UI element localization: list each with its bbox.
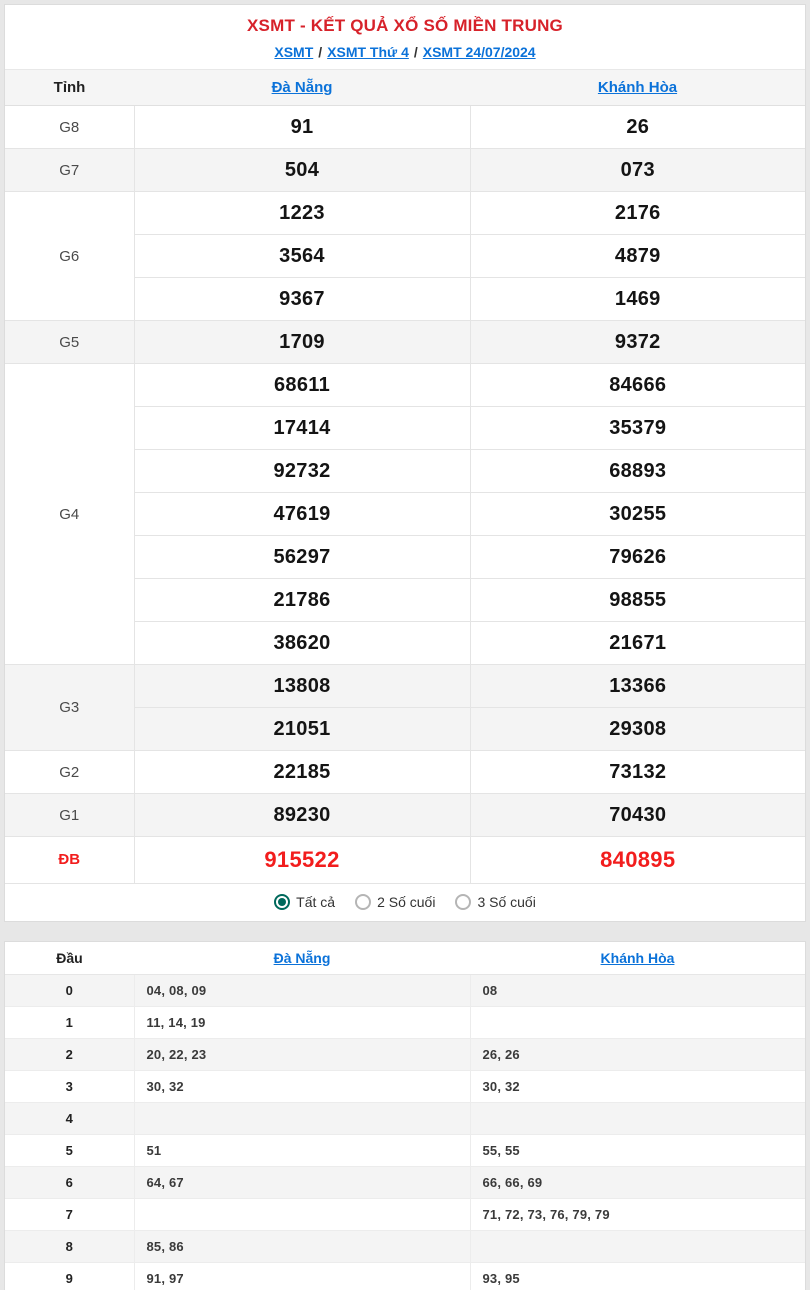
da-nang-value: 47619 xyxy=(134,493,470,536)
da-nang-value: 9367 xyxy=(134,278,470,321)
radio-icon[interactable] xyxy=(274,894,290,910)
da-nang-value: 92732 xyxy=(134,450,470,493)
filter-option-tất-cả[interactable] xyxy=(274,894,335,910)
column-header-province: Tỉnh xyxy=(5,70,134,106)
dau-digit: 3 xyxy=(5,1071,134,1103)
radio-label: 2 Số cuối xyxy=(377,894,436,910)
results-table xyxy=(5,69,805,883)
prize-label: G8 xyxy=(5,106,134,149)
dau-digit: 2 xyxy=(5,1039,134,1071)
prize-label: G5 xyxy=(5,321,134,364)
khanh-hoa-value: 98855 xyxy=(470,579,805,622)
khanh-hoa-endings: 93, 95 xyxy=(470,1263,805,1290)
prize-label: G6 xyxy=(5,192,134,321)
khanh-hoa-value: 13366 xyxy=(470,665,805,708)
dau-row-4 xyxy=(5,1103,805,1135)
khanh-hoa-value: 35379 xyxy=(470,407,805,450)
results-header-row xyxy=(5,70,805,106)
dau-header-row xyxy=(5,942,805,975)
dau-row-1 xyxy=(5,1007,805,1039)
da-nang-endings: 85, 86 xyxy=(134,1231,470,1263)
da-nang-endings: 91, 97 xyxy=(134,1263,470,1290)
dau-digit: 5 xyxy=(5,1135,134,1167)
breadcrumb-separator: / xyxy=(318,44,323,60)
da-nang-value: 504 xyxy=(134,149,470,192)
khanh-hoa-endings xyxy=(470,1231,805,1263)
da-nang-value: 1223 xyxy=(134,192,470,235)
prize-row-G2 xyxy=(5,751,805,794)
khanh-hoa-endings: 26, 26 xyxy=(470,1039,805,1071)
khanh-hoa-value: 9372 xyxy=(470,321,805,364)
breadcrumb xyxy=(5,44,805,60)
khanh-hoa-value: 073 xyxy=(470,149,805,192)
dau-row-5 xyxy=(5,1135,805,1167)
prize-label: G4 xyxy=(5,364,134,665)
dau-digit: 7 xyxy=(5,1199,134,1231)
khanh-hoa-value: 79626 xyxy=(470,536,805,579)
khanh-hoa-endings: 08 xyxy=(470,975,805,1007)
da-nang-value: 13808 xyxy=(134,665,470,708)
da-nang-endings: 11, 14, 19 xyxy=(134,1007,470,1039)
dau-row-9 xyxy=(5,1263,805,1290)
radio-icon[interactable] xyxy=(455,894,471,910)
dau-digit: 4 xyxy=(5,1103,134,1135)
da-nang-value: 68611 xyxy=(134,364,470,407)
da-nang-endings: 64, 67 xyxy=(134,1167,470,1199)
khanh-hoa-value: 68893 xyxy=(470,450,805,493)
khanh-hoa-value: 26 xyxy=(470,106,805,149)
da-nang-link[interactable]: Đà Nẵng xyxy=(271,79,333,96)
column-header-da-nang xyxy=(134,942,470,975)
da-nang-value: 1709 xyxy=(134,321,470,364)
column-header-khanh-hoa xyxy=(470,942,805,975)
khanh-hoa-link[interactable]: Khánh Hòa xyxy=(600,949,675,966)
dau-row-0 xyxy=(5,975,805,1007)
last-digits-filter xyxy=(5,883,805,921)
prize-row-G7 xyxy=(5,149,805,192)
da-nang-link[interactable]: Đà Nẵng xyxy=(273,949,331,966)
khanh-hoa-value: 30255 xyxy=(470,493,805,536)
khanh-hoa-value: 84666 xyxy=(470,364,805,407)
column-header-khanh-hoa xyxy=(470,70,805,106)
filter-option-2-số-cuối[interactable] xyxy=(355,894,435,910)
dau-row-3 xyxy=(5,1071,805,1103)
khanh-hoa-endings: 66, 66, 69 xyxy=(470,1167,805,1199)
prize-row-G4-1 xyxy=(5,364,805,407)
khanh-hoa-endings: 71, 72, 73, 76, 79, 79 xyxy=(470,1199,805,1231)
da-nang-value: 38620 xyxy=(134,622,470,665)
prize-row-G5 xyxy=(5,321,805,364)
khanh-hoa-link[interactable]: Khánh Hòa xyxy=(597,79,678,96)
da-nang-value: 21051 xyxy=(134,708,470,751)
dau-digit: 0 xyxy=(5,975,134,1007)
da-nang-endings: 30, 32 xyxy=(134,1071,470,1103)
khanh-hoa-value: 1469 xyxy=(470,278,805,321)
da-nang-endings xyxy=(134,1199,470,1231)
khanh-hoa-endings: 30, 32 xyxy=(470,1071,805,1103)
prize-row-ĐB xyxy=(5,837,805,883)
prize-label: G2 xyxy=(5,751,134,794)
prize-row-G1 xyxy=(5,794,805,837)
radio-label: 3 Số cuối xyxy=(477,894,536,910)
khanh-hoa-endings xyxy=(470,1103,805,1135)
page-title: XSMT - KẾT QUẢ XỔ SỐ MIỀN TRUNG xyxy=(247,16,563,35)
prize-row-G8 xyxy=(5,106,805,149)
head-digit-card xyxy=(4,941,806,1290)
dau-row-7 xyxy=(5,1199,805,1231)
prize-label: G1 xyxy=(5,794,134,837)
khanh-hoa-value: 840895 xyxy=(470,837,805,883)
da-nang-endings xyxy=(134,1103,470,1135)
da-nang-value: 17414 xyxy=(134,407,470,450)
khanh-hoa-value: 21671 xyxy=(470,622,805,665)
da-nang-value: 56297 xyxy=(134,536,470,579)
dau-digit: 8 xyxy=(5,1231,134,1263)
radio-label: Tất cả xyxy=(296,894,336,910)
khanh-hoa-endings xyxy=(470,1007,805,1039)
da-nang-value: 3564 xyxy=(134,235,470,278)
da-nang-endings: 04, 08, 09 xyxy=(134,975,470,1007)
prize-label: G3 xyxy=(5,665,134,751)
radio-icon[interactable] xyxy=(355,894,371,910)
khanh-hoa-value: 4879 xyxy=(470,235,805,278)
filter-option-3-số-cuối[interactable] xyxy=(455,894,535,910)
da-nang-value: 21786 xyxy=(134,579,470,622)
dau-row-6 xyxy=(5,1167,805,1199)
khanh-hoa-endings: 55, 55 xyxy=(470,1135,805,1167)
breadcrumb-link-xsmt[interactable]: XSMT xyxy=(274,44,314,60)
title-block xyxy=(5,5,805,69)
da-nang-value: 915522 xyxy=(134,837,470,883)
da-nang-value: 91 xyxy=(134,106,470,149)
column-header-dau: Đầu xyxy=(5,942,134,975)
khanh-hoa-value: 2176 xyxy=(470,192,805,235)
dau-digit: 9 xyxy=(5,1263,134,1290)
khanh-hoa-value: 29308 xyxy=(470,708,805,751)
dau-row-2 xyxy=(5,1039,805,1071)
khanh-hoa-value: 73132 xyxy=(470,751,805,794)
da-nang-value: 89230 xyxy=(134,794,470,837)
prize-row-G6-1 xyxy=(5,192,805,235)
column-header-da-nang xyxy=(134,70,470,106)
da-nang-value: 22185 xyxy=(134,751,470,794)
results-card xyxy=(4,4,806,922)
dau-row-8 xyxy=(5,1231,805,1263)
prize-row-G3-1 xyxy=(5,665,805,708)
prize-label: G7 xyxy=(5,149,134,192)
head-digit-table xyxy=(5,942,805,1290)
dau-digit: 6 xyxy=(5,1167,134,1199)
breadcrumb-link-date[interactable]: XSMT 24/07/2024 xyxy=(422,44,536,60)
da-nang-endings: 51 xyxy=(134,1135,470,1167)
breadcrumb-separator: / xyxy=(413,44,418,60)
prize-label: ĐB xyxy=(5,837,134,883)
khanh-hoa-value: 70430 xyxy=(470,794,805,837)
dau-digit: 1 xyxy=(5,1007,134,1039)
da-nang-endings: 20, 22, 23 xyxy=(134,1039,470,1071)
breadcrumb-link-weekday[interactable]: XSMT Thứ 4 xyxy=(327,44,409,60)
